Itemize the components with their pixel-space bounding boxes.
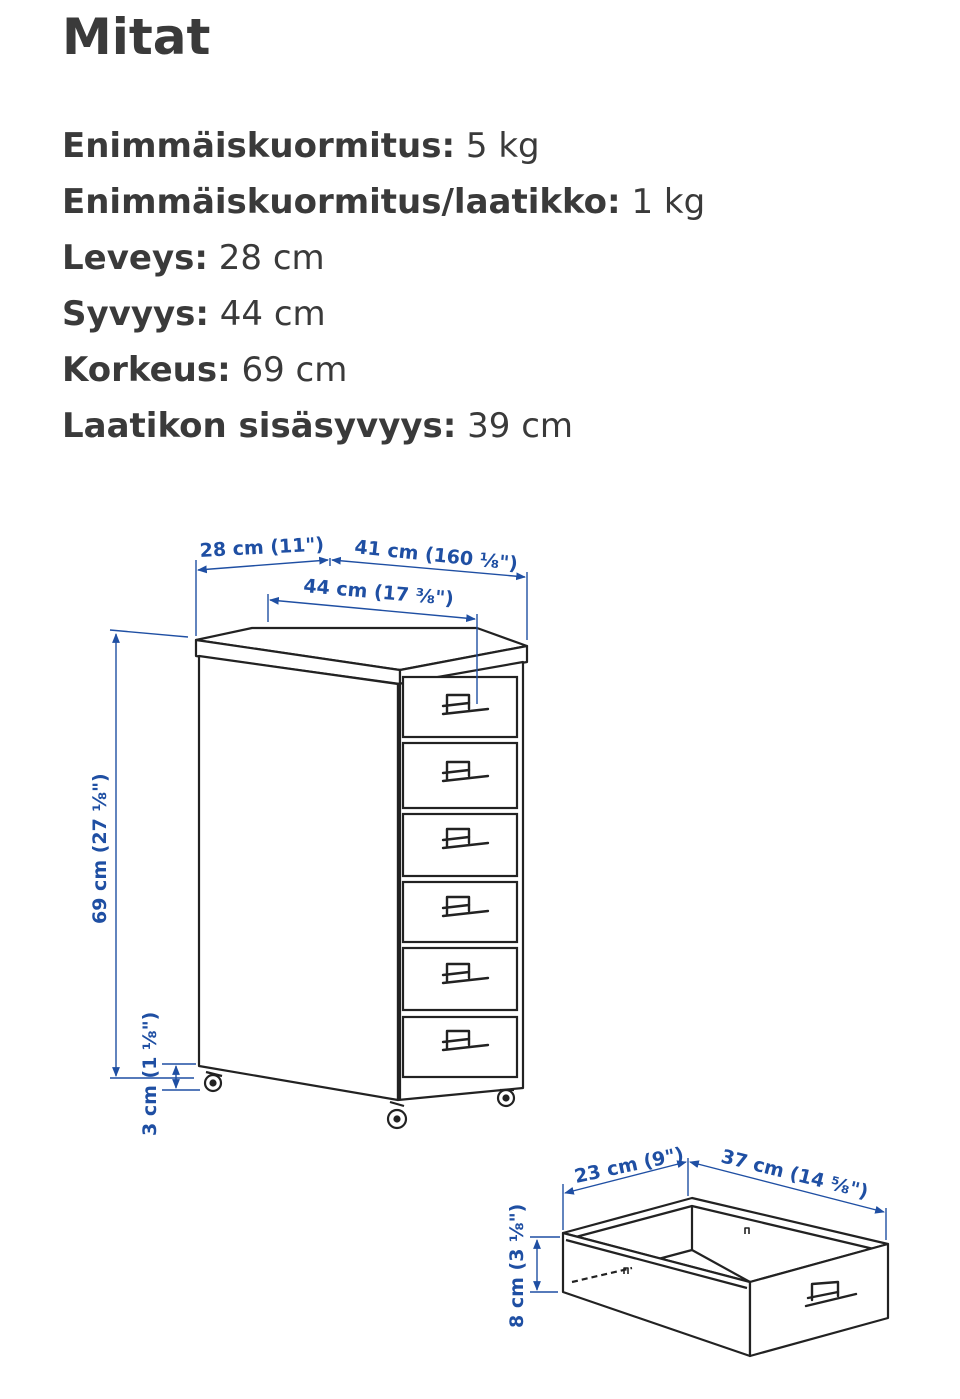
spec-value: 5 kg: [465, 126, 540, 166]
drawer-front: [403, 743, 517, 808]
spec-value: 44 cm: [219, 294, 326, 334]
page-title: Mitat: [62, 8, 211, 66]
spec-label: Korkeus:: [62, 350, 231, 390]
spec-label: Laatikon sisäsyvyys:: [62, 406, 457, 446]
base-dimension-label: 3 cm (1 ⅛"): [139, 1011, 161, 1136]
spec-label: Enimmäiskuormitus/laatikko:: [62, 182, 621, 222]
drawer-front: [403, 677, 517, 737]
drawer-depth-dimension-label: 37 cm (14 ⅝"): [718, 1145, 871, 1204]
spec-value: 28 cm: [218, 238, 325, 278]
spec-value: 69 cm: [241, 350, 348, 390]
caster-wheel-icon: [205, 1072, 222, 1091]
caster-wheel-icon: [498, 1090, 514, 1106]
drawer-front: [403, 882, 517, 942]
spec-label: Enimmäiskuormitus:: [62, 126, 456, 166]
drawer-height-dimension-label: 8 cm (3 ⅛"): [506, 1203, 528, 1328]
height-dimension-label: 69 cm (27 ⅛"): [89, 773, 111, 924]
side-depth-dimension-label: 41 cm (160 ⅛"): [353, 536, 519, 576]
single-drawer-drawing: [563, 1198, 888, 1356]
spec-label: Syvyys:: [62, 294, 209, 334]
drawer-width-dimension-label: 23 cm (9"): [572, 1143, 686, 1188]
spec-value: 39 cm: [467, 406, 574, 446]
caster-wheel-icon: [388, 1102, 406, 1128]
cabinet-drawers: [403, 677, 517, 1077]
drawer-front: [403, 948, 517, 1010]
spec-value: 1 kg: [631, 182, 706, 222]
width-dimension-label: 28 cm (11"): [199, 533, 325, 562]
spec-label: Leveys:: [62, 238, 208, 278]
depth-dimension-label: 44 cm (17 ⅜"): [302, 575, 455, 611]
